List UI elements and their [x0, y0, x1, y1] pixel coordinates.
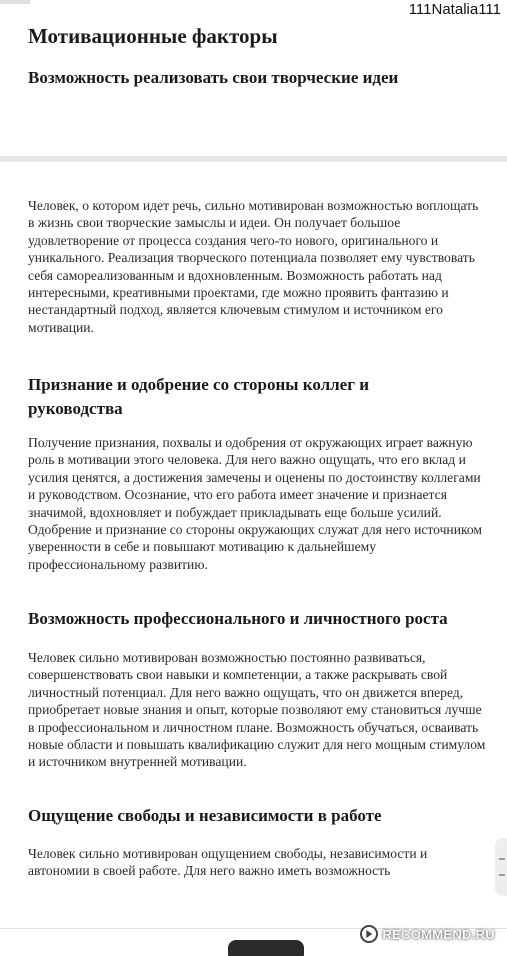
top-edge-fade [0, 0, 30, 4]
watermark-text: RECOMMEND.RU [382, 926, 495, 942]
document-title: Мотивационные факторы [28, 24, 278, 48]
username-label: 111Natalia111 [408, 1, 501, 18]
section-body-freedom: Человек сильно мотивирован ощущением свободы, независимости и автономии в своей работе. Для него важно иметь возможность [28, 846, 428, 879]
section-body-growth: Человек сильно мотивирован возможностью постоянно развиваться, совершенствовать свои навыки и компетенции, а также раскрывать свой личностный потенциал. Для него важно ощущать, что он движется вперед, приобретает новые знания и опыт, которые позволяют ему становиться лучше в профессиональном и личностном плане. Возможность обучаться, осваивать новые области и повышать квалификацию служит для него мощным стимулом и источником внутренней мотивации. [28, 650, 486, 770]
play-badge-icon [360, 925, 378, 943]
section-body-recognition: Получение признания, похвалы и одобрения от окружающих играет важную роль в мотивации этого человека. Для него важно ощущать, что его вклад и усилия ценятся, а достижения замечены и оценены по достоинству коллегами и руководством. Осознание, что его работа имеет значение и признается значимой, вдохновляет и побуждает прикладывать еще больше усилий. Одобрение и признание со стороны окружающих служат для него источником уверенности в себе и повышают мотивацию к дальнейшему профессиональному развитию. [28, 435, 483, 572]
section-divider [0, 156, 507, 162]
recommend-watermark [360, 922, 495, 946]
bottom-overlay-pill[interactable] [228, 940, 304, 956]
section-heading-growth: Возможность профессионального и личностного роста [28, 609, 448, 628]
side-scroll-handle[interactable] [495, 838, 507, 896]
section-body-creative: Человек, о котором идет речь, сильно мотивирован возможностью воплощать в жизнь свои творческие замыслы и идеи. Он получает большое удовлетворение от процесса создания чего-то нового, оригинального и уникального. Реализация творческого потенциала позволяет ему чувствовать себя самореализованным и вдохновленным. Возможность работать над интересными, креативными проектами, где можно проявить фантазию и нестандартный подход, является ключевым стимулом и источником его мотивации. [28, 198, 479, 335]
section-heading-recognition: Признание и одобрение со стороны коллег и руководства [28, 375, 369, 418]
section-heading-freedom: Ощущение свободы и независимости в работе [28, 806, 382, 825]
section-heading-creative: Возможность реализовать свои творческие идеи [28, 68, 399, 87]
